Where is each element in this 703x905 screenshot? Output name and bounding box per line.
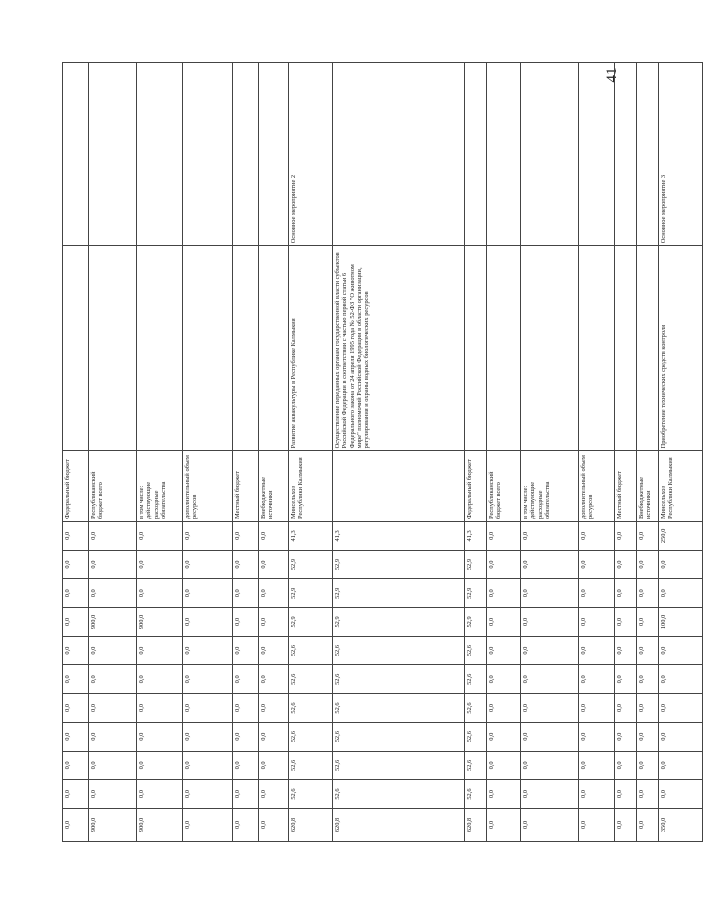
measure-name-cell — [63, 246, 89, 451]
value-cell: 0,0 — [487, 579, 521, 608]
value-cell: 0,0 — [183, 665, 233, 694]
measure-name-cell — [465, 246, 487, 451]
value-cell: 52,6 — [289, 722, 333, 751]
source-cell: Внебюджетные источники — [259, 451, 289, 522]
value-cell: 0,0 — [637, 722, 659, 751]
value-cell: 52,9 — [333, 550, 465, 579]
source-cell: Республиканский бюджет всего — [89, 451, 137, 522]
value-cell: 0,0 — [183, 608, 233, 637]
value-cell: 52,9 — [465, 550, 487, 579]
value-cell: 0,0 — [89, 579, 137, 608]
value-cell: 0,0 — [637, 694, 659, 723]
value-cell: 0,0 — [63, 550, 89, 579]
value-cell: 52,9 — [289, 608, 333, 637]
value-cell: 0,0 — [521, 722, 579, 751]
value-cell: 0,0 — [637, 665, 659, 694]
measure-name-cell — [615, 246, 637, 451]
value-cell: 0,0 — [659, 636, 703, 665]
value-cell: 0,0 — [487, 665, 521, 694]
value-cell: 0,0 — [137, 579, 183, 608]
value-cell: 0,0 — [183, 636, 233, 665]
value-cell: 900,0 — [89, 808, 137, 841]
value-cell: 0,0 — [233, 665, 259, 694]
value-cell: 0,0 — [63, 608, 89, 637]
value-cell: 0,0 — [89, 751, 137, 780]
value-cell: 0,0 — [259, 608, 289, 637]
value-cell: 0,0 — [183, 722, 233, 751]
measure-name-cell: Приобретение технических средств контроля — [659, 246, 703, 451]
page-number: 41 — [603, 67, 620, 83]
measure-name-cell — [521, 246, 579, 451]
measure-number-cell: Основное мероприятие 2 — [289, 63, 333, 246]
value-cell: 0,0 — [233, 780, 259, 809]
value-cell: 0,0 — [137, 665, 183, 694]
value-cell: 0,0 — [183, 694, 233, 723]
value-cell: 52,6 — [289, 694, 333, 723]
value-cell: 0,0 — [183, 751, 233, 780]
value-cell: 52,6 — [333, 751, 465, 780]
value-cell: 0,0 — [233, 550, 259, 579]
value-cell: 900,0 — [89, 608, 137, 637]
value-cell: 52,6 — [333, 722, 465, 751]
value-cell: 0,0 — [63, 694, 89, 723]
value-cell: 0,0 — [487, 608, 521, 637]
value-cell: 52,6 — [333, 780, 465, 809]
measure-name-cell — [233, 246, 259, 451]
measure-number-cell — [89, 63, 137, 246]
value-cell: 0,0 — [615, 636, 637, 665]
value-cell: 0,0 — [521, 522, 579, 551]
value-cell: 0,0 — [579, 579, 615, 608]
value-cell: 0,0 — [233, 608, 259, 637]
source-cell: Федеральный бюджет — [465, 451, 487, 522]
value-cell: 0,0 — [63, 522, 89, 551]
value-cell: 0,0 — [487, 808, 521, 841]
value-cell: 0,0 — [233, 636, 259, 665]
value-cell: 0,0 — [137, 522, 183, 551]
value-cell: 52,6 — [465, 780, 487, 809]
value-cell: 0,0 — [137, 722, 183, 751]
value-cell: 41,3 — [333, 522, 465, 551]
table-row — [579, 63, 615, 842]
value-cell: 0,0 — [487, 751, 521, 780]
value-cell: 0,0 — [659, 550, 703, 579]
table-frame — [62, 62, 675, 842]
source-cell: дополнительный объем ресурсов — [579, 451, 615, 522]
value-cell: 0,0 — [615, 694, 637, 723]
table-row — [333, 63, 465, 842]
value-cell: 0,0 — [183, 808, 233, 841]
measure-name-cell: Развитие аквакультуры в Республике Калмыкия — [289, 246, 333, 451]
value-cell: 0,0 — [521, 751, 579, 780]
value-cell: 0,0 — [137, 780, 183, 809]
source-cell — [333, 451, 465, 522]
source-cell: в том числе: действующие расходные обязательства — [521, 451, 579, 522]
value-cell: 0,0 — [259, 694, 289, 723]
value-cell: 0,0 — [579, 636, 615, 665]
table-row — [233, 63, 259, 842]
value-cell: 0,0 — [259, 808, 289, 841]
value-cell: 52,6 — [465, 722, 487, 751]
measure-number-cell — [465, 63, 487, 246]
value-cell: 0,0 — [521, 780, 579, 809]
measure-number-cell — [137, 63, 183, 246]
value-cell: 0,0 — [259, 579, 289, 608]
table-row — [659, 63, 703, 842]
source-cell: Минсельхоз Республики Калмыкия — [289, 451, 333, 522]
value-cell: 52,6 — [289, 636, 333, 665]
value-cell: 0,0 — [487, 780, 521, 809]
measure-name-cell — [137, 246, 183, 451]
value-cell: 0,0 — [233, 522, 259, 551]
value-cell: 0,0 — [137, 550, 183, 579]
value-cell: 0,0 — [233, 722, 259, 751]
table-body — [63, 63, 703, 842]
value-cell: 620,8 — [333, 808, 465, 841]
source-cell: Местный бюджет — [233, 451, 259, 522]
value-cell: 0,0 — [615, 579, 637, 608]
measure-number-cell — [637, 63, 659, 246]
value-cell: 0,0 — [659, 694, 703, 723]
value-cell: 620,8 — [465, 808, 487, 841]
value-cell: 0,0 — [521, 694, 579, 723]
value-cell: 0,0 — [233, 751, 259, 780]
value-cell: 0,0 — [637, 608, 659, 637]
measure-name-cell — [259, 246, 289, 451]
value-cell: 350,0 — [659, 808, 703, 841]
value-cell: 0,0 — [579, 751, 615, 780]
value-cell: 0,0 — [89, 694, 137, 723]
value-cell: 41,3 — [289, 522, 333, 551]
value-cell: 0,0 — [579, 808, 615, 841]
value-cell: 0,0 — [615, 608, 637, 637]
table-row — [487, 63, 521, 842]
value-cell: 0,0 — [487, 694, 521, 723]
value-cell: 52,6 — [289, 780, 333, 809]
value-cell: 0,0 — [637, 780, 659, 809]
value-cell: 0,0 — [579, 550, 615, 579]
measure-number-cell — [487, 63, 521, 246]
measure-number-cell — [615, 63, 637, 246]
table-row — [465, 63, 487, 842]
value-cell: 100,0 — [659, 608, 703, 637]
value-cell: 0,0 — [615, 780, 637, 809]
value-cell: 0,0 — [137, 636, 183, 665]
measure-number-cell — [183, 63, 233, 246]
value-cell: 0,0 — [637, 550, 659, 579]
measure-name-cell — [579, 246, 615, 451]
value-cell: 52,6 — [465, 751, 487, 780]
value-cell: 52,9 — [289, 579, 333, 608]
value-cell: 52,9 — [465, 608, 487, 637]
value-cell: 900,0 — [137, 608, 183, 637]
value-cell: 0,0 — [259, 636, 289, 665]
value-cell: 52,6 — [333, 665, 465, 694]
value-cell: 0,0 — [521, 550, 579, 579]
value-cell: 0,0 — [89, 522, 137, 551]
value-cell: 0,0 — [659, 665, 703, 694]
value-cell: 0,0 — [183, 522, 233, 551]
table-row — [637, 63, 659, 842]
value-cell: 0,0 — [579, 694, 615, 723]
value-cell: 0,0 — [521, 808, 579, 841]
value-cell: 250,0 — [659, 522, 703, 551]
value-cell: 0,0 — [579, 780, 615, 809]
value-cell: 52,6 — [289, 751, 333, 780]
value-cell: 0,0 — [615, 722, 637, 751]
measure-number-cell — [233, 63, 259, 246]
value-cell: 0,0 — [259, 780, 289, 809]
table-row — [259, 63, 289, 842]
table-row — [183, 63, 233, 842]
value-cell: 52,6 — [465, 665, 487, 694]
value-cell: 52,6 — [465, 694, 487, 723]
measure-number-cell — [579, 63, 615, 246]
value-cell: 0,0 — [89, 636, 137, 665]
value-cell: 0,0 — [89, 665, 137, 694]
value-cell: 0,0 — [521, 579, 579, 608]
value-cell: 0,0 — [487, 550, 521, 579]
measure-name-cell: Осуществление переданных органам государственной власти субъектов Российской Федерации в соответствии с частью первой статьи 6 Федерального закона от 24 апреля 1995 года № 52-ФЗ "О животном мире" полномочий Российской Федерации в области организации, регулирования и охраны водных биологических ресурсов — [333, 246, 465, 451]
value-cell: 0,0 — [637, 579, 659, 608]
value-cell: 0,0 — [637, 751, 659, 780]
value-cell: 0,0 — [259, 550, 289, 579]
value-cell: 0,0 — [137, 694, 183, 723]
source-cell: Внебюджетные источники — [637, 451, 659, 522]
value-cell: 0,0 — [259, 722, 289, 751]
value-cell: 0,0 — [487, 636, 521, 665]
value-cell: 0,0 — [233, 808, 259, 841]
value-cell: 0,0 — [183, 550, 233, 579]
value-cell: 0,0 — [89, 780, 137, 809]
value-cell: 0,0 — [63, 751, 89, 780]
value-cell: 41,3 — [465, 522, 487, 551]
value-cell: 0,0 — [579, 722, 615, 751]
source-cell: Минсельхоз Республики Калмыкия — [659, 451, 703, 522]
source-cell: Местный бюджет — [615, 451, 637, 522]
value-cell: 0,0 — [615, 665, 637, 694]
table-row — [615, 63, 637, 842]
value-cell: 0,0 — [659, 722, 703, 751]
value-cell: 0,0 — [521, 608, 579, 637]
value-cell: 0,0 — [63, 665, 89, 694]
value-cell: 0,0 — [615, 808, 637, 841]
table-rotator — [62, 62, 675, 842]
value-cell: 0,0 — [521, 636, 579, 665]
value-cell: 0,0 — [259, 665, 289, 694]
source-cell: Республиканский бюджет всего — [487, 451, 521, 522]
value-cell: 0,0 — [579, 522, 615, 551]
value-cell: 0,0 — [63, 579, 89, 608]
value-cell: 900,0 — [137, 808, 183, 841]
table-row — [63, 63, 89, 842]
value-cell: 52,6 — [465, 636, 487, 665]
value-cell: 0,0 — [615, 751, 637, 780]
value-cell: 0,0 — [63, 722, 89, 751]
value-cell: 0,0 — [659, 751, 703, 780]
source-cell: в том числе: действующие расходные обязательства — [137, 451, 183, 522]
table-row — [89, 63, 137, 842]
value-cell: 0,0 — [659, 780, 703, 809]
value-cell: 0,0 — [89, 722, 137, 751]
measure-name-cell — [487, 246, 521, 451]
value-cell: 0,0 — [183, 579, 233, 608]
source-cell: дополнительный объем ресурсов — [183, 451, 233, 522]
value-cell: 0,0 — [183, 780, 233, 809]
value-cell: 0,0 — [137, 751, 183, 780]
table-row — [289, 63, 333, 842]
measure-name-cell — [89, 246, 137, 451]
value-cell: 0,0 — [615, 550, 637, 579]
value-cell: 0,0 — [63, 808, 89, 841]
value-cell: 52,6 — [289, 665, 333, 694]
value-cell: 0,0 — [487, 522, 521, 551]
value-cell: 0,0 — [521, 665, 579, 694]
measure-name-cell — [183, 246, 233, 451]
measure-number-cell — [333, 63, 465, 246]
value-cell: 0,0 — [259, 751, 289, 780]
value-cell: 0,0 — [63, 636, 89, 665]
value-cell: 52,6 — [333, 694, 465, 723]
value-cell: 0,0 — [233, 694, 259, 723]
budget-table — [62, 62, 703, 842]
source-cell: Федеральный бюджет — [63, 451, 89, 522]
value-cell: 0,0 — [579, 665, 615, 694]
value-cell: 0,0 — [233, 579, 259, 608]
value-cell: 52,9 — [333, 579, 465, 608]
value-cell: 0,0 — [89, 550, 137, 579]
value-cell: 52,6 — [333, 636, 465, 665]
value-cell: 0,0 — [637, 808, 659, 841]
value-cell: 0,0 — [259, 522, 289, 551]
measure-number-cell — [521, 63, 579, 246]
table-row — [137, 63, 183, 842]
value-cell: 0,0 — [579, 608, 615, 637]
value-cell: 52,9 — [465, 579, 487, 608]
value-cell: 0,0 — [615, 522, 637, 551]
value-cell: 52,9 — [289, 550, 333, 579]
measure-name-cell — [637, 246, 659, 451]
value-cell: 0,0 — [637, 522, 659, 551]
value-cell: 0,0 — [487, 722, 521, 751]
value-cell: 620,8 — [289, 808, 333, 841]
measure-number-cell — [63, 63, 89, 246]
value-cell: 52,9 — [333, 608, 465, 637]
value-cell: 0,0 — [659, 579, 703, 608]
measure-number-cell — [259, 63, 289, 246]
value-cell: 0,0 — [637, 636, 659, 665]
value-cell: 0,0 — [63, 780, 89, 809]
table-row — [521, 63, 579, 842]
measure-number-cell: Основное мероприятие 3 — [659, 63, 703, 246]
